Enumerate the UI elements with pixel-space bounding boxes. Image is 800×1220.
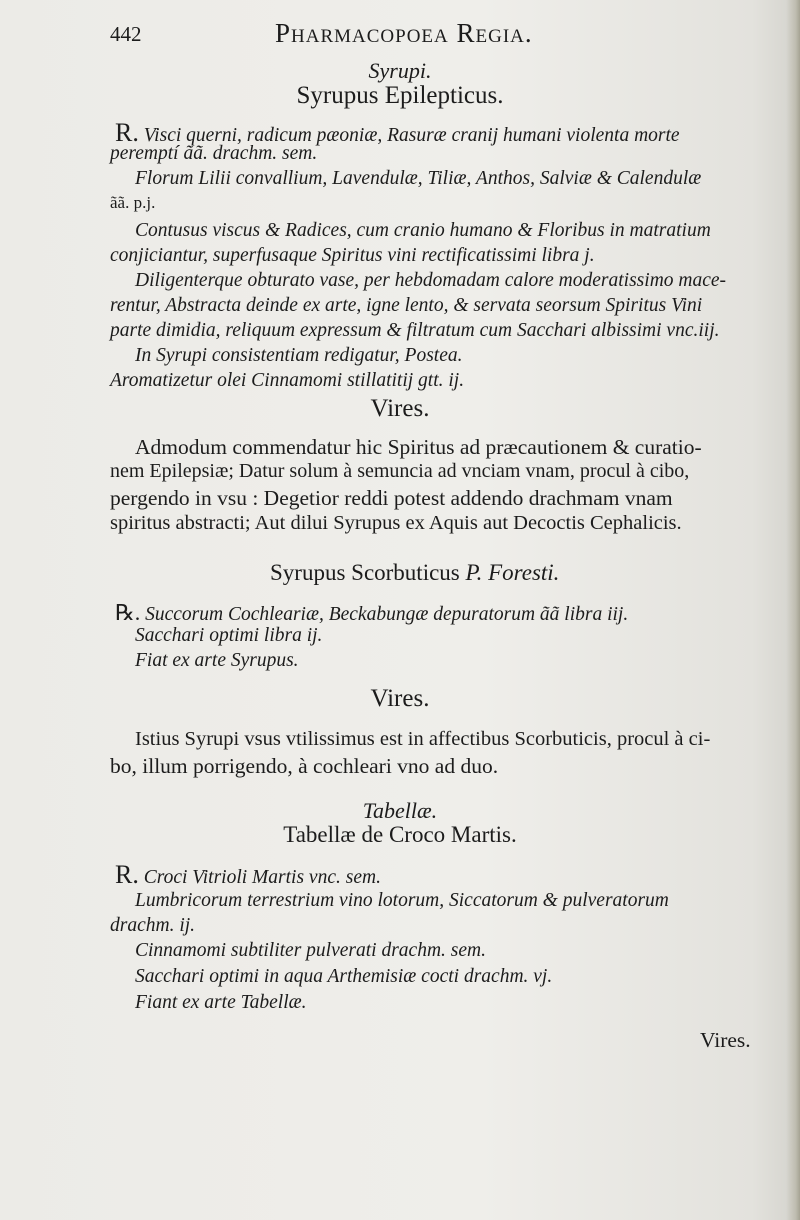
paragraph-line: bo, illum porrigendo, à cochleari vno ad duo. bbox=[110, 754, 499, 778]
running-title: Pharmacopoea Regia. bbox=[275, 18, 533, 48]
paragraph-line: Admodum commendatur hic Spiritus ad præcautionem & curatio- bbox=[135, 435, 702, 459]
section-title: Tabellæ de Croco Martis. bbox=[283, 822, 517, 847]
recipe-line: In Syrupi consistentiam redigatur, Postea. bbox=[135, 345, 463, 366]
recipe-line: conjiciantur, superfusaque Spiritus vini rectificatissimi libra j. bbox=[110, 245, 595, 266]
recipe-line: Diligenterque obturato vase, per hebdomadam calore moderatissimo mace- bbox=[135, 270, 727, 291]
recipe-line: peremptí ãã. drachm. sem. bbox=[110, 143, 318, 164]
section-title-italic: Tabellæ. bbox=[362, 798, 438, 823]
recipe-line: Aromatizetur olei Cinnamomi stillatitij gtt. ij. bbox=[110, 370, 465, 391]
recipe-line: parte dimidia, reliquum expressum & filtratum cum Sacchari albissimi vnc.iij. bbox=[110, 320, 720, 341]
recipe-line: rentur, Abstracta deinde ex arte, igne lento, & servata seorsum Spiritus Vini bbox=[110, 295, 703, 316]
recipe-line: Fiat ex arte Syrupus. bbox=[135, 650, 299, 671]
paragraph-line: nem Epilepsiæ; Datur solum à semuncia ad vnciam vnam, procul à cibo, bbox=[110, 460, 690, 482]
recipe-symbol: R. bbox=[115, 118, 139, 147]
recipe-line: Contusus viscus & Radices, cum cranio humano & Floribus in matratium bbox=[135, 220, 711, 241]
vires-heading: Vires. bbox=[370, 685, 430, 712]
title-attribution: P. Foresti. bbox=[465, 560, 560, 585]
vires-heading: Vires. bbox=[370, 395, 430, 422]
recipe-line: Sacchari optimi in aqua Arthemisiæ cocti drachm. vj. bbox=[135, 966, 553, 987]
recipe-line: ãã. p.j. bbox=[110, 193, 156, 212]
recipe-line: Lumbricorum terrestrium vino lotorum, Siccatorum & pulveratorum bbox=[135, 890, 669, 911]
section-title: Syrupus Epilepticus. bbox=[296, 82, 504, 109]
recipe-line: R. Croci Vitrioli Martis vnc. sem. bbox=[115, 860, 381, 889]
paragraph-line: pergendo in vsu : Degetior reddi potest addendo drachmam vnam bbox=[110, 486, 673, 510]
page-edge bbox=[786, 0, 800, 1220]
recipe-line: Fiant ex arte Tabellæ. bbox=[135, 992, 307, 1013]
recipe-line: ℞. Succorum Cochleariæ, Beckabungæ depuratorum ãã libra iij. bbox=[115, 600, 629, 625]
recipe-line: Florum Lilii convallium, Lavendulæ, Tiliæ, Anthos, Salviæ & Calendulæ bbox=[135, 168, 702, 189]
section-title-italic: Syrupi. bbox=[368, 58, 432, 83]
recipe-line: R. Visci querni, radicum pæoniæ, Rasuræ cranij humani violenta morte bbox=[115, 118, 680, 147]
paragraph-line: Istius Syrupi vsus vtilissimus est in affectibus Scorbuticis, procul à ci- bbox=[135, 728, 711, 750]
section-title: Syrupus Scorbuticus P. Foresti. bbox=[270, 560, 560, 585]
recipe-line: Sacchari optimi libra ij. bbox=[135, 625, 323, 646]
page-number: 442 bbox=[110, 22, 142, 46]
catchword: Vires. bbox=[700, 1028, 751, 1052]
recipe-line: drachm. ij. bbox=[110, 915, 196, 936]
recipe-line: Cinnamomi subtiliter pulverati drachm. sem. bbox=[135, 940, 486, 961]
recipe-symbol: R. bbox=[115, 860, 139, 889]
paragraph-line: spiritus abstracti; Aut dilui Syrupus ex Aquis aut Decoctis Cephalicis. bbox=[110, 512, 682, 534]
recipe-symbol: ℞. bbox=[115, 600, 141, 625]
